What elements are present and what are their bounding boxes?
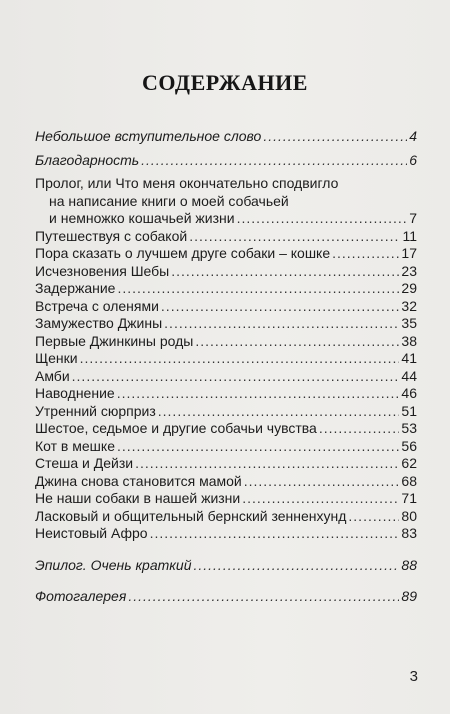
toc-entry-label: Эпилог. Очень краткий [35, 556, 192, 573]
dot-leader [80, 350, 400, 368]
dot-leader [164, 315, 399, 333]
toc-entry [35, 228, 417, 246]
dot-leader [189, 228, 400, 246]
toc-entry [35, 280, 417, 298]
toc-entry [35, 385, 417, 403]
toc-entry [35, 588, 417, 606]
spacer [35, 543, 417, 557]
toc-entry-label: Шестое, седьмое и другие собачьи чувства [35, 420, 317, 436]
page-title: СОДЕРЖАНИЕ [142, 70, 308, 95]
toc-entry-page: 17 [401, 245, 417, 261]
toc-entry-label: Пора сказать о лучшем друге собаки – кошке [35, 245, 331, 261]
toc-entry-page: 35 [401, 315, 417, 331]
toc-entry-label: Неистовый Афро [35, 525, 148, 541]
toc-entry [35, 210, 417, 228]
toc-entry-label: Благодарность [35, 151, 140, 168]
toc-entry-page: 68 [401, 472, 417, 489]
toc-entry-label: Утренний сюрприз [35, 402, 156, 419]
toc-entry-page: 4 [409, 128, 417, 144]
toc-entry-label: Замужество Джины [35, 315, 163, 331]
toc-entry [35, 298, 417, 316]
toc-entry-label: Исчезновения Шебы [35, 262, 170, 279]
dot-leader [117, 385, 400, 403]
toc-entry-label: Не наши собаки в нашей жизни [35, 490, 241, 506]
toc-entry-page: 51 [401, 402, 417, 419]
toc-entry-label: Ласковый и общительный бернский зенненхунд [35, 507, 347, 524]
dot-leader [135, 455, 399, 473]
dot-leader [141, 152, 407, 170]
toc-entry-multiline [35, 175, 417, 228]
dot-leader [117, 280, 399, 298]
toc-entry [35, 420, 417, 438]
toc-entry [35, 315, 417, 333]
toc-entry [35, 473, 417, 491]
toc-entry-label: Джина снова становится мамой [35, 472, 242, 489]
toc-entry-page: 41 [401, 350, 417, 366]
toc-entry-label: и немножко кошачьей жизни [49, 210, 235, 226]
toc-entry-line: Пролог, или Что меня окончательно сподвигло [35, 175, 339, 191]
toc-entry [35, 245, 417, 263]
dot-leader [158, 403, 400, 421]
spacer [35, 574, 417, 588]
dot-leader [171, 263, 399, 281]
dot-leader [195, 333, 399, 351]
toc-entry-page: 11 [402, 227, 417, 244]
toc-entry [35, 263, 417, 281]
dot-leader [128, 588, 399, 606]
toc-entry-page: 44 [401, 367, 417, 384]
toc-entry-label: Задержание [35, 280, 116, 296]
table-of-contents [35, 128, 417, 606]
toc-entry [35, 128, 417, 146]
toc-entry-page: 29 [401, 280, 417, 296]
toc-entry-page: 53 [401, 420, 417, 436]
toc-entry-page: 46 [401, 385, 417, 401]
toc-entry [35, 525, 417, 543]
toc-entry [35, 557, 417, 575]
toc-entry [35, 508, 417, 526]
toc-entry-page: 71 [401, 490, 417, 506]
toc-entry-label: Наводнение [35, 385, 115, 401]
dot-leader [150, 525, 400, 543]
toc-entry-label: Стеша и Дейзи [35, 455, 134, 471]
dot-leader [242, 490, 399, 508]
dot-leader [117, 438, 399, 456]
toc-entry-page: 56 [401, 437, 417, 454]
dot-leader [161, 298, 400, 316]
toc-entry [35, 333, 417, 351]
dot-leader [332, 245, 399, 263]
toc-entry-page: 89 [401, 588, 417, 604]
toc-entry-page: 38 [401, 332, 417, 349]
toc-entry [35, 403, 417, 421]
toc-entry-page: 23 [401, 262, 417, 279]
toc-entry-label: Фотогалерея [35, 588, 127, 604]
toc-entry-label: Щенки [35, 350, 78, 366]
toc-entry [35, 438, 417, 456]
toc-entry-label: Первые Джинкины роды [35, 332, 194, 349]
toc-entry-label: Кот в мешке [35, 437, 115, 454]
dot-leader [348, 508, 399, 526]
toc-entry-label: Амби [35, 367, 70, 384]
toc-entry-label: Небольшое вступительное слово [35, 128, 262, 144]
toc-entry [35, 455, 417, 473]
toc-entry-page: 6 [409, 151, 417, 168]
toc-entry-line: на написание книги о моей собачьей [49, 192, 289, 209]
dot-leader [193, 557, 399, 575]
toc-entry-page: 83 [401, 525, 417, 541]
dot-leader [237, 210, 408, 228]
page-number: 3 [409, 668, 418, 685]
toc-entry-page: 88 [401, 556, 417, 573]
toc-entry [35, 368, 417, 386]
dot-leader [319, 420, 400, 438]
toc-entry [35, 350, 417, 368]
toc-entry [35, 490, 417, 508]
toc-entry-page: 80 [401, 507, 417, 524]
toc-entry-page: 32 [401, 297, 417, 314]
toc-entry-page: 7 [409, 210, 417, 226]
dot-leader [244, 473, 400, 491]
toc-entry-page: 62 [401, 455, 417, 471]
dot-leader [72, 368, 400, 386]
toc-entry-label: Встреча с оленями [35, 297, 159, 314]
dot-leader [263, 128, 407, 146]
toc-entry [35, 152, 417, 170]
toc-entry-label: Путешествуя с собакой [35, 227, 188, 244]
